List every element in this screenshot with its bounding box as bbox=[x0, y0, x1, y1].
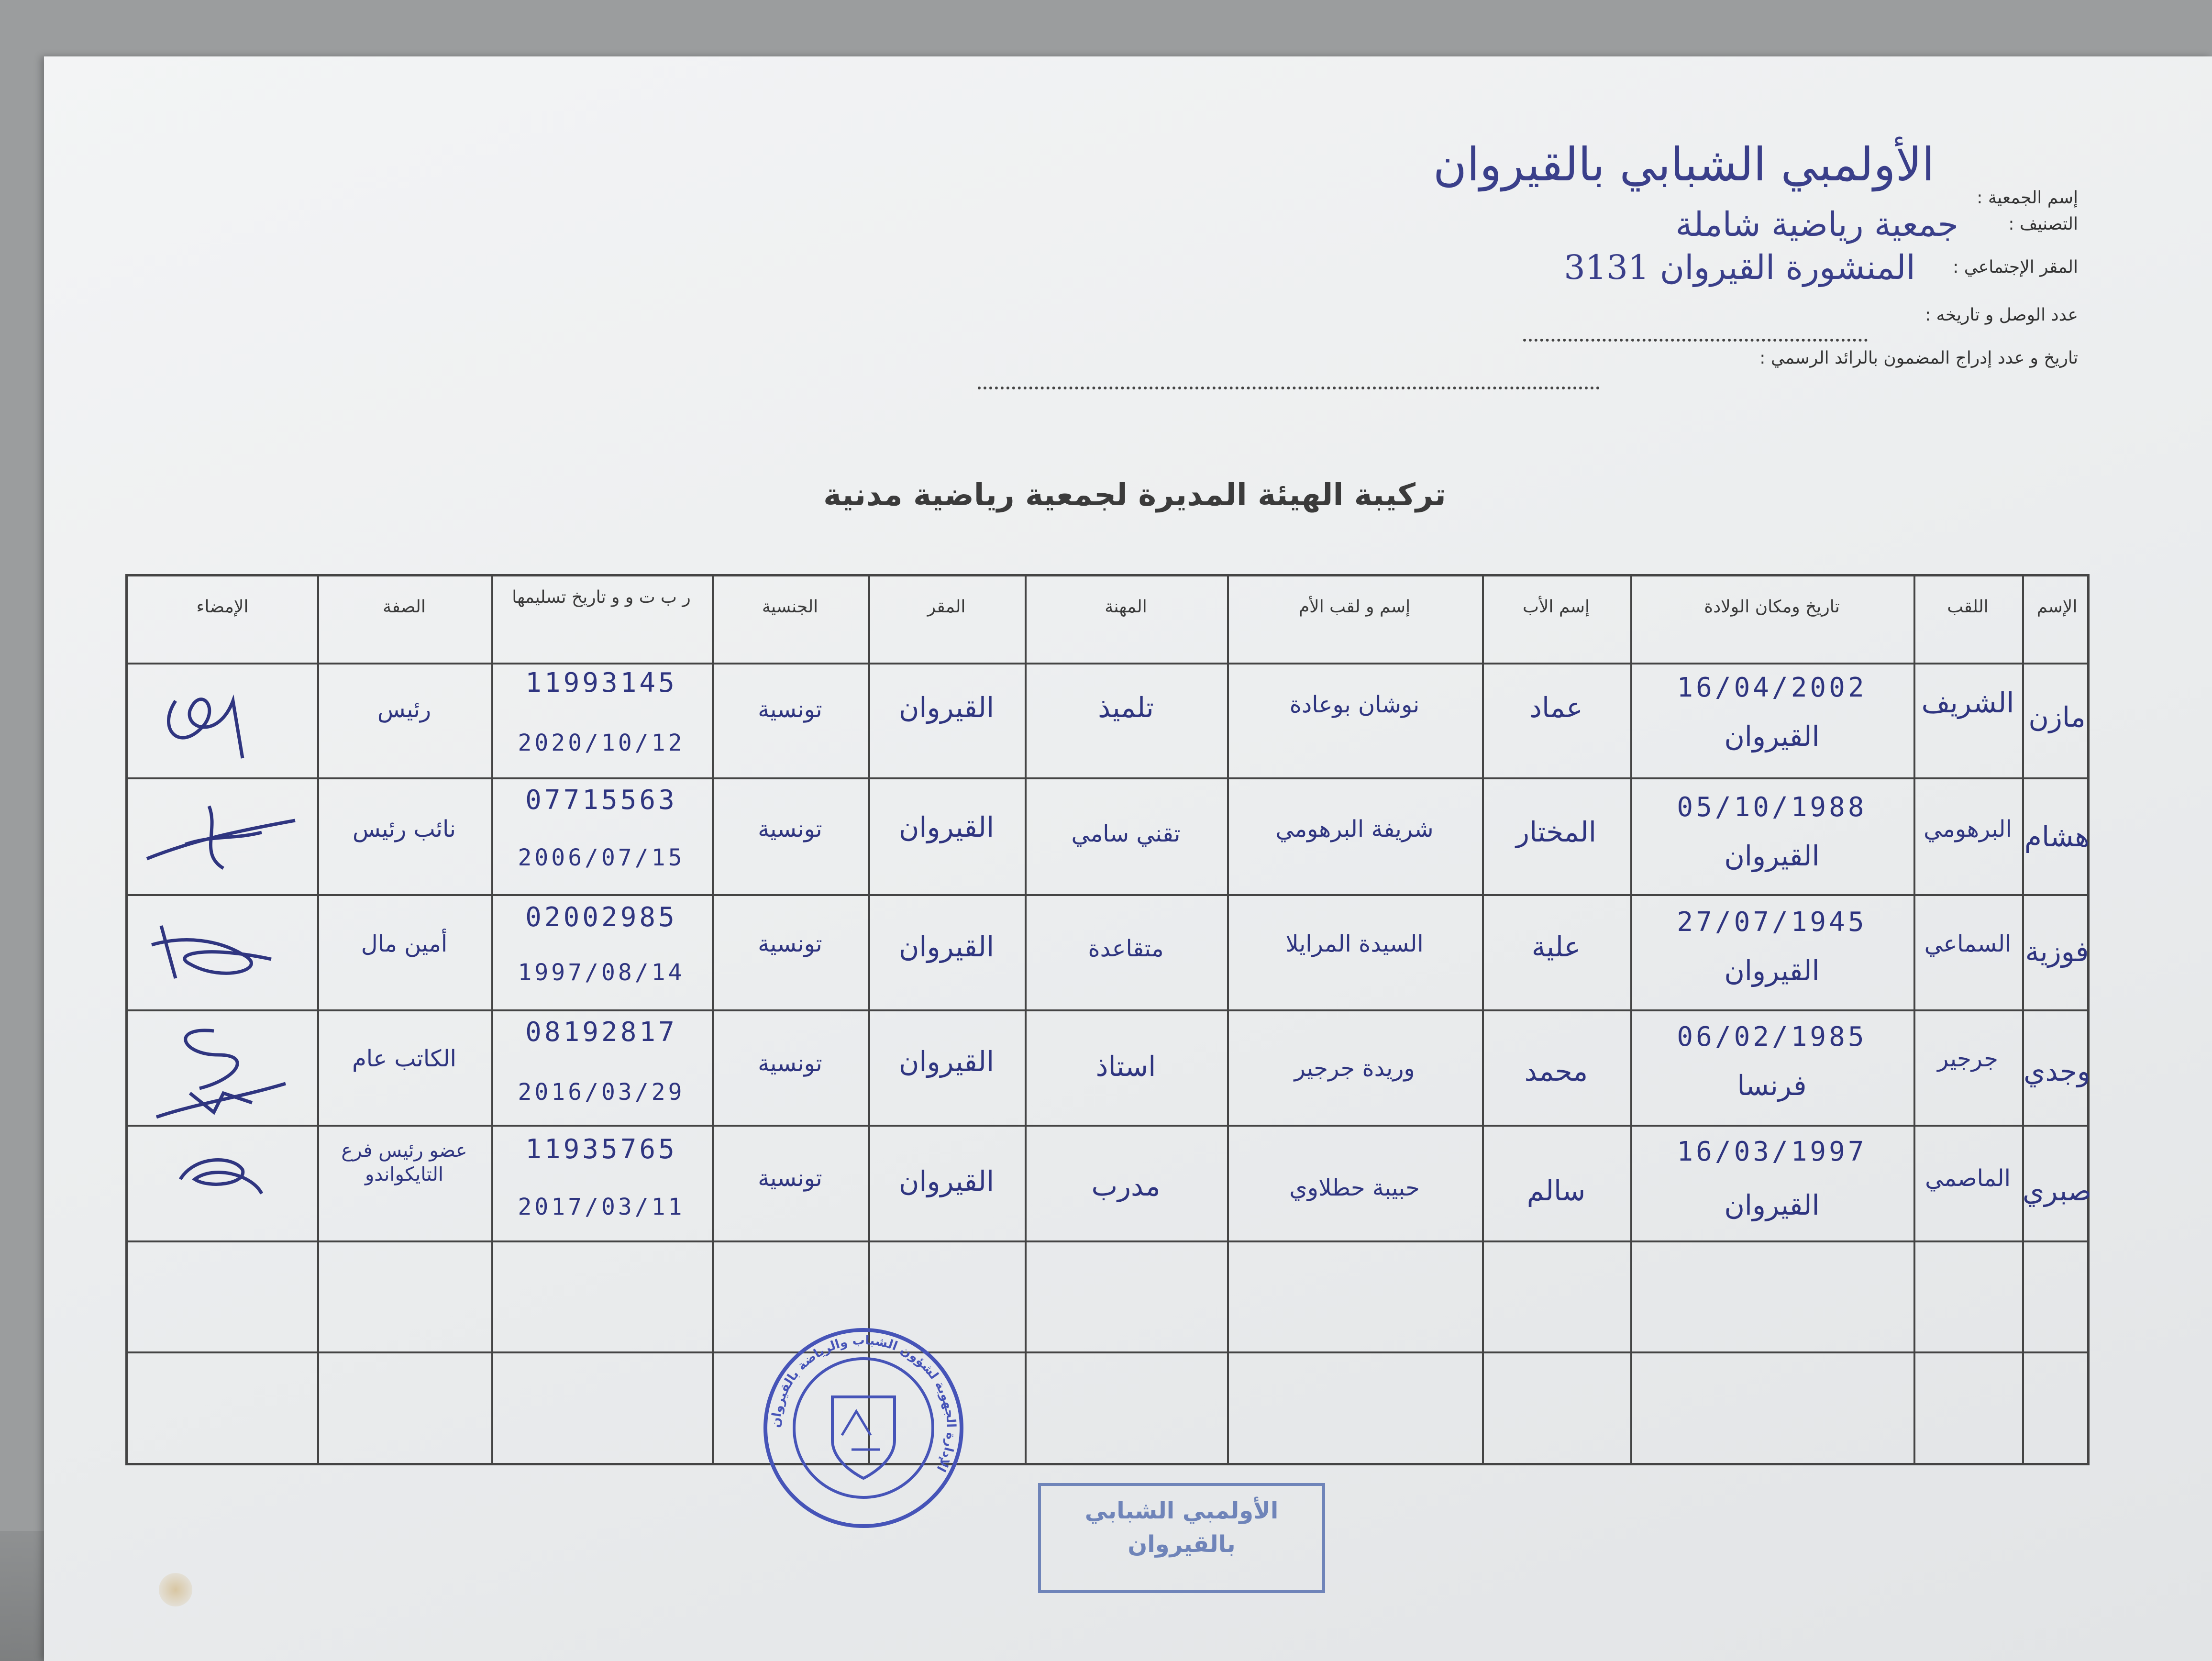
cell-father: سالم bbox=[1526, 1174, 1586, 1207]
association-rect-stamp bbox=[1038, 1483, 1325, 1593]
cell-first-name: مازن bbox=[2028, 701, 2086, 733]
gazette-row bbox=[547, 348, 2078, 387]
cell-id-date: 2006/07/15 bbox=[518, 844, 685, 871]
receipt-dotted-line bbox=[1523, 339, 1868, 342]
cell-father: محمد bbox=[1524, 1055, 1588, 1087]
row-divider bbox=[128, 1009, 2087, 1011]
row-divider bbox=[128, 894, 2087, 896]
cell-birth-date: 06/02/1985 bbox=[1677, 1021, 1867, 1052]
cell-last-name: الماصمي bbox=[1925, 1165, 2011, 1192]
header-father: إسم الأب bbox=[1523, 597, 1590, 617]
signature-row-3 bbox=[147, 907, 305, 1002]
row-divider bbox=[128, 663, 2087, 664]
cell-birth-place: فرنسا bbox=[1737, 1069, 1807, 1102]
cell-residence: القيروان bbox=[898, 1165, 995, 1197]
cell-mother: حبيبة حطلاوي bbox=[1289, 1174, 1420, 1201]
headquarters-value: المنشورة القيروان 3131 bbox=[1564, 248, 1915, 287]
cell-profession: تقني سامي bbox=[1071, 820, 1181, 847]
cell-birth-date: 27/07/1945 bbox=[1677, 907, 1867, 938]
association-name-value: الأولمبي الشبابي بالقيروان bbox=[1433, 138, 1935, 191]
cell-residence: القيروان bbox=[898, 691, 995, 724]
cell-id-date: 1997/08/14 bbox=[518, 959, 685, 986]
header-profession: المهنة bbox=[1105, 597, 1147, 617]
cell-role: الكاتب عام bbox=[352, 1045, 456, 1072]
cell-mother: وريدة جرجير bbox=[1294, 1055, 1415, 1082]
cell-id-number: 08192817 bbox=[525, 1017, 677, 1048]
cell-residence: القيروان bbox=[898, 1045, 995, 1078]
document-title: تركيبة الهيئة المديرة لجمعية رياضية مدنية bbox=[823, 477, 1446, 513]
cell-father: المختار bbox=[1516, 816, 1596, 848]
cell-id-number: 11993145 bbox=[525, 667, 677, 698]
row-divider bbox=[128, 1125, 2087, 1127]
header-nationality: الجنسية bbox=[762, 597, 818, 617]
cell-first-name: فوزية bbox=[2025, 935, 2089, 968]
cell-birth-place: القيروان bbox=[1724, 1189, 1820, 1221]
cell-father: علية bbox=[1531, 930, 1581, 963]
signature-row-5 bbox=[166, 1146, 271, 1208]
cell-last-name: البرهومي bbox=[1924, 816, 2012, 842]
cell-last-name: جرجير bbox=[1937, 1045, 1998, 1072]
classification-label: التصنيف : bbox=[2008, 214, 2078, 234]
cell-first-name: هشام bbox=[2024, 820, 2090, 853]
signature-row-4 bbox=[142, 1021, 305, 1127]
cell-nationality: تونسية bbox=[758, 930, 822, 957]
cell-residence: القيروان bbox=[898, 811, 995, 843]
cell-role: عضو رئيس فرع التايكواندو bbox=[341, 1140, 467, 1185]
paper-stain bbox=[159, 1573, 192, 1606]
cell-first-name: صبري bbox=[2022, 1174, 2092, 1207]
stamp-ring-text: الإدارة الجهوية لشؤون الشباب والرياضة بالقيروان bbox=[768, 1333, 959, 1474]
header-last-name: اللقب bbox=[1947, 597, 1989, 617]
header-birth: تاريخ ومكان الولادة bbox=[1704, 597, 1840, 617]
cell-id-number: 11935765 bbox=[525, 1134, 677, 1165]
cell-id-date: 2016/03/29 bbox=[518, 1079, 685, 1106]
cell-residence: القيروان bbox=[898, 930, 995, 963]
cell-mother: شريفة البرهومي bbox=[1275, 816, 1434, 842]
column-divider bbox=[1630, 576, 1632, 1463]
cell-last-name: السماعي bbox=[1924, 930, 2012, 957]
cell-profession: استاذ bbox=[1095, 1050, 1156, 1083]
cell-mother: نوشان بوعادة bbox=[1289, 691, 1420, 718]
gazette-dotted-line bbox=[978, 387, 1600, 389]
cell-birth-date: 05/10/1988 bbox=[1677, 792, 1867, 823]
headquarters-row bbox=[834, 248, 2078, 296]
row-divider bbox=[128, 1351, 2087, 1353]
row-divider bbox=[128, 777, 2087, 779]
header-mother: إسم و لقب الأم bbox=[1298, 597, 1411, 617]
document-sheet bbox=[44, 56, 2212, 1661]
row-divider bbox=[128, 1240, 2087, 1242]
cell-id-date: 2020/10/12 bbox=[518, 730, 685, 756]
headquarters-label: المقر الإجتماعي : bbox=[1953, 257, 2078, 277]
signature-row-1 bbox=[147, 672, 300, 768]
gazette-label: تاريخ و عدد إدراج المضمون بالرائد الرسمي : bbox=[1759, 348, 2078, 368]
cell-profession: متقاعدة bbox=[1088, 935, 1164, 962]
header-residence: المقر bbox=[927, 597, 966, 617]
association-name-label: إسم الجمعية : bbox=[1977, 188, 2078, 208]
cell-birth-place: القيروان bbox=[1724, 720, 1820, 753]
header-role: الصفة bbox=[383, 597, 426, 617]
association-name-row bbox=[834, 128, 2078, 208]
cell-first-name: وجدي bbox=[2024, 1055, 2090, 1087]
receipt-label: عدد الوصل و تاريخه : bbox=[1924, 305, 2078, 325]
header-signature: الإمضاء bbox=[196, 597, 249, 617]
cell-birth-place: القيروان bbox=[1724, 840, 1820, 872]
cell-mother: السيدة المرايلا bbox=[1285, 930, 1424, 957]
cell-id-number: 02002985 bbox=[525, 902, 677, 933]
cell-last-name: الشريف bbox=[1921, 687, 2014, 719]
cell-id-number: 07715563 bbox=[525, 785, 677, 816]
column-divider bbox=[491, 576, 493, 1463]
cell-father: عماد bbox=[1529, 691, 1583, 724]
cell-nationality: تونسية bbox=[758, 816, 822, 842]
signature-row-2 bbox=[137, 787, 310, 883]
cell-nationality: تونسية bbox=[758, 1165, 822, 1192]
official-round-stamp bbox=[761, 1325, 966, 1531]
classification-value: جمعية رياضية شاملة bbox=[1675, 205, 1958, 244]
cell-nationality: تونسية bbox=[758, 696, 822, 723]
cell-profession: مدرب bbox=[1091, 1170, 1161, 1202]
board-table bbox=[125, 574, 2090, 1465]
header-first-name: الإسم bbox=[2036, 597, 2078, 617]
cell-role: نائب رئيس bbox=[353, 816, 456, 842]
cell-profession: تلميذ bbox=[1098, 691, 1154, 724]
cell-id-date: 2017/03/11 bbox=[518, 1194, 685, 1220]
cell-role: أمين مال bbox=[361, 930, 448, 957]
cell-birth-date: 16/04/2002 bbox=[1677, 672, 1867, 703]
stamp-rect-line-2: بالقيروان bbox=[1128, 1531, 1236, 1558]
classification-row bbox=[834, 205, 2078, 253]
stamp-rect-line-1: الأولمبي الشبابي bbox=[1084, 1497, 1279, 1524]
cell-birth-date: 16/03/1997 bbox=[1677, 1136, 1867, 1167]
cell-nationality: تونسية bbox=[758, 1050, 822, 1077]
cell-birth-place: القيروان bbox=[1724, 954, 1820, 987]
header-id-card: ر ب ت و و تاريخ تسليمها bbox=[512, 587, 691, 607]
receipt-row bbox=[834, 305, 2078, 343]
cell-role: رئيس bbox=[377, 696, 431, 723]
